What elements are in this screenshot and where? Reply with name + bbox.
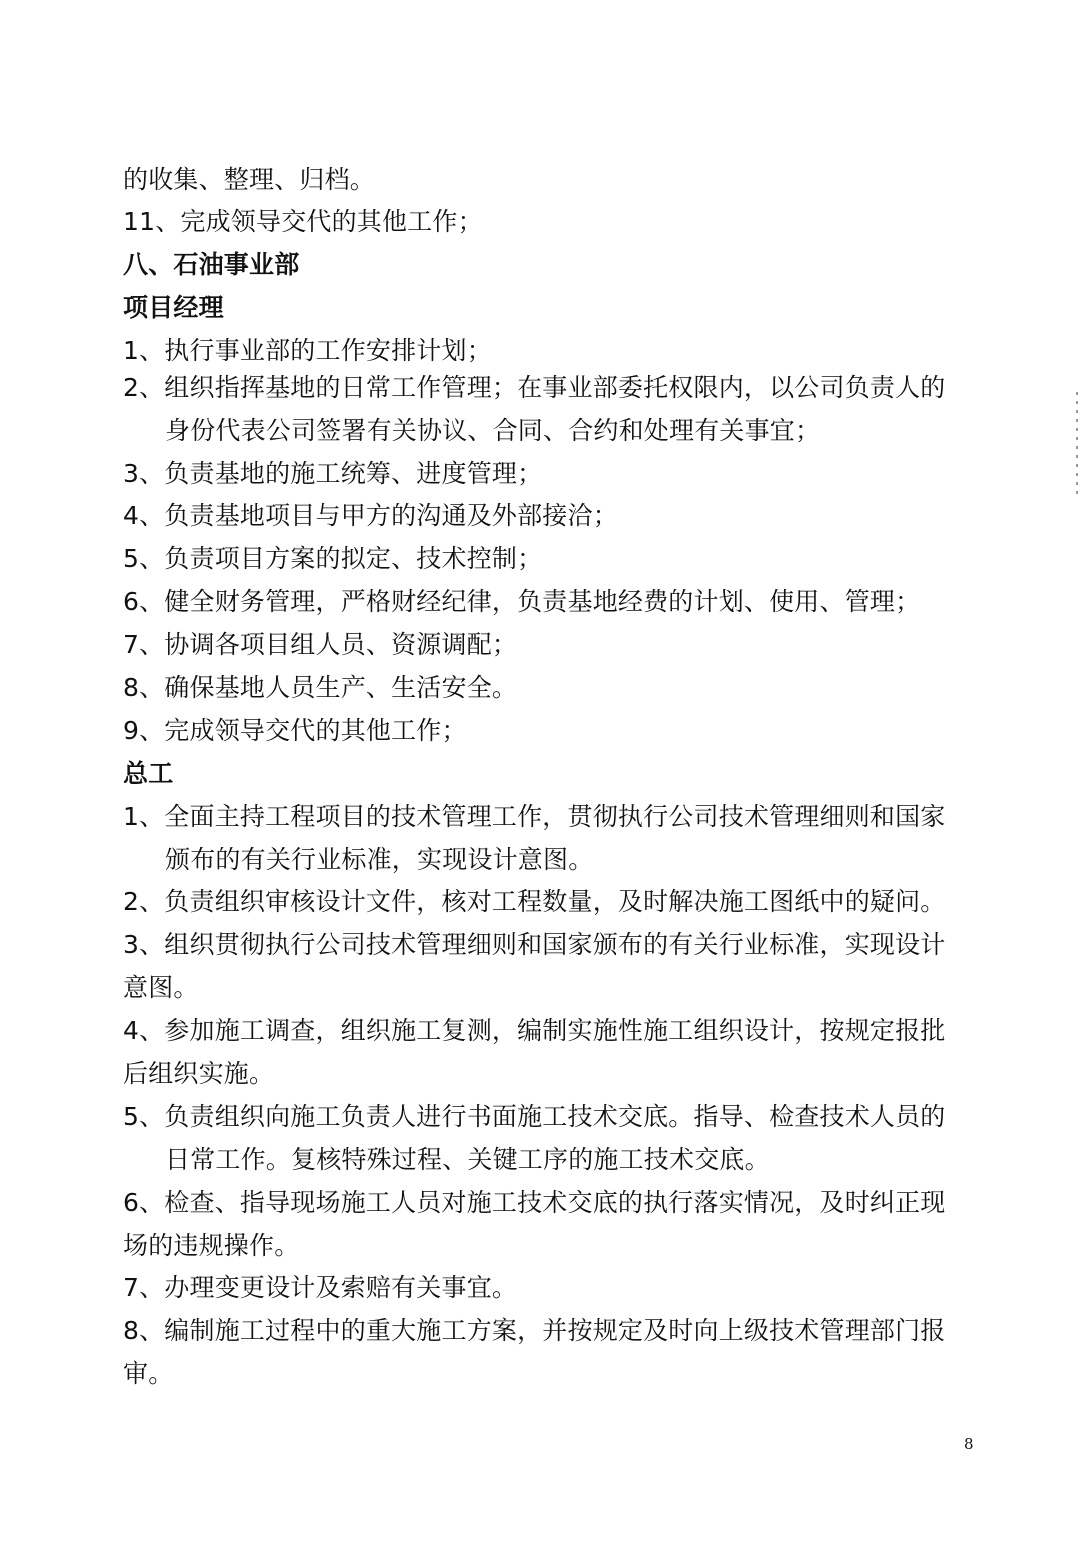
list-item: 6、健全财务管理，严格财经纪律，负责基地经费的计划、使用、管理； <box>123 587 921 616</box>
list-item: 8、确保基地人员生产、生活安全。 <box>123 673 518 702</box>
subsection-heading: 项目经理 <box>123 293 224 322</box>
subsection-heading: 总工 <box>123 759 174 788</box>
list-item-continuation: 意图。 <box>123 973 199 1002</box>
list-item-continuation: 后组织实施。 <box>123 1059 275 1088</box>
list-item: 4、参加施工调查，组织施工复测，编制实施性施工组织设计，按规定报批 <box>123 1016 946 1045</box>
list-item: 3、组织贯彻执行公司技术管理细则和国家颁布的有关行业标准，实现设计 <box>123 930 946 959</box>
text-line: 11、完成领导交代的其他工作； <box>123 207 483 236</box>
list-item: 7、协调各项目组人员、资源调配； <box>123 630 518 659</box>
list-item: 2、负责组织审核设计文件，核对工程数量，及时解决施工图纸中的疑问。 <box>123 887 946 916</box>
list-item: 3、负责基地的施工统筹、进度管理； <box>123 459 543 488</box>
list-item-continuation: 审。 <box>123 1359 174 1388</box>
list-item-continuation: 颁布的有关行业标准，实现设计意图。 <box>165 845 594 874</box>
list-item: 6、检查、指导现场施工人员对施工技术交底的执行落实情况，及时纠正现 <box>123 1188 946 1217</box>
section-heading: 八、石油事业部 <box>123 250 300 279</box>
page-number: 8 <box>964 1435 974 1453</box>
list-item-continuation: 身份代表公司签署有关协议、合同、合约和处理有关事宜； <box>165 416 821 445</box>
list-item: 5、负责组织向施工负责人进行书面施工技术交底。指导、检查技术人员的 <box>123 1102 946 1131</box>
list-item: 1、执行事业部的工作安排计划； <box>123 336 492 365</box>
list-item: 9、完成领导交代的其他工作； <box>123 716 467 745</box>
list-item-continuation: 场的违规操作。 <box>123 1231 300 1260</box>
list-item: 5、负责项目方案的拟定、技术控制； <box>123 544 543 573</box>
text-line: 的收集、整理、归档。 <box>123 165 376 194</box>
list-item-continuation: 日常工作。复核特殊过程、关键工序的施工技术交底。 <box>165 1145 770 1174</box>
list-item: 4、负责基地项目与甲方的沟通及外部接洽； <box>123 501 618 530</box>
list-item: 7、办理变更设计及索赔有关事宜。 <box>123 1273 518 1302</box>
list-item: 8、编制施工过程中的重大施工方案，并按规定及时向上级技术管理部门报 <box>123 1316 946 1345</box>
scan-edge-mark <box>1076 392 1078 500</box>
list-item: 2、组织指挥基地的日常工作管理；在事业部委托权限内，以公司负责人的 <box>123 373 946 402</box>
list-item: 1、全面主持工程项目的技术管理工作，贯彻执行公司技术管理细则和国家 <box>123 802 946 831</box>
